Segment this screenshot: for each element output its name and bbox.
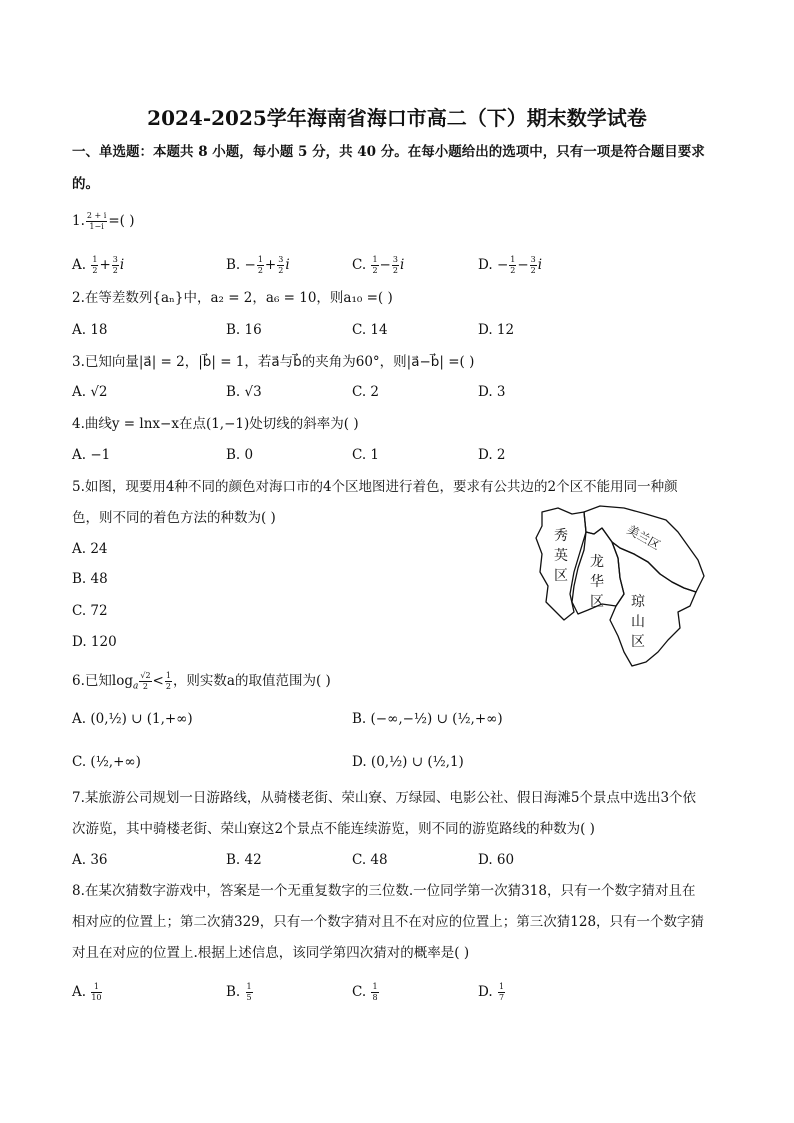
fraction [112, 256, 119, 275]
option-c[interactable]: C. 14 [352, 322, 388, 338]
option-label: C. [352, 257, 367, 273]
option-label: B. [226, 984, 241, 1000]
option-a[interactable]: A. 18 [72, 322, 108, 338]
option-a[interactable]: A. 36 [72, 852, 108, 868]
denominator: 5 [246, 993, 252, 1002]
operator: − [379, 257, 391, 273]
option-c[interactable]: C. 48 [352, 852, 388, 868]
numerator: 3 [112, 255, 118, 264]
question-1 [72, 212, 134, 231]
numerator: 2 + i [86, 211, 107, 220]
option-label: C. [352, 984, 367, 1000]
option-a[interactable]: A. √2 [72, 384, 108, 400]
denominator: 2 [92, 266, 98, 275]
option-label: D. [478, 257, 493, 273]
option-d[interactable] [478, 983, 506, 1002]
fraction [246, 983, 253, 1002]
option-a[interactable]: A. 24 [72, 541, 108, 557]
denominator: 1−i [89, 222, 104, 231]
fraction [86, 212, 107, 231]
question-6 [72, 672, 331, 692]
question-number: 1. [72, 213, 85, 229]
denominator: 2 [165, 682, 171, 691]
denominator: 2 [530, 266, 536, 275]
denominator: 7 [498, 993, 505, 1002]
fraction [91, 256, 98, 275]
less-than: < [152, 673, 164, 689]
imaginary-unit: i [285, 257, 290, 273]
fraction [371, 256, 378, 275]
fraction [509, 256, 516, 275]
map-label-qiongshan-2: 山 [631, 614, 645, 630]
numerator: 1 [498, 982, 505, 991]
imaginary-unit: i [399, 257, 405, 273]
operator: − [517, 257, 529, 273]
numerator: 1 [91, 983, 101, 993]
option-d[interactable]: D. 12 [478, 322, 515, 338]
page-title: 2024-2025学年海南省海口市高二（下）期末数学试卷 [147, 106, 647, 130]
numerator: 1 [372, 982, 378, 991]
map-label-xiuying-2: 英 [554, 548, 568, 564]
question-7-cont: 次游览，其中骑楼老街、荣山寮这2个景点不能连续游览，则不同的游览路线的种数为( ) [72, 821, 595, 837]
option-b[interactable] [226, 983, 254, 1002]
option-label: A. [72, 984, 87, 1000]
numerator: 1 [92, 255, 98, 264]
fraction [139, 672, 151, 691]
option-b[interactable]: B. (−∞,−½) ∪ (½,+∞) [352, 711, 503, 727]
fraction [257, 256, 264, 275]
option-c[interactable]: C. (½,+∞) [72, 754, 141, 770]
sign: − [496, 257, 509, 273]
option-label: D. [478, 984, 493, 1000]
option-d[interactable] [478, 256, 542, 275]
sign: − [244, 257, 256, 273]
section-header: 一、单选题：本题共 8 小题，每小题 5 分，共 40 分。在每小题给出的选项中，只有一项是符合题目要求 [72, 144, 705, 160]
haikou-district-map [528, 502, 712, 670]
option-c[interactable]: C. 72 [72, 603, 108, 619]
question-8-cont-2: 对且在对应的位置上.根据上述信息，该同学第四次猜对的概率是( ) [72, 945, 470, 961]
fraction [91, 983, 101, 1002]
numerator: √2 [140, 671, 151, 680]
map-label-longhua-1: 龙 [590, 554, 604, 570]
operator: + [264, 257, 277, 273]
map-label-meilan: 美兰区 [624, 522, 663, 553]
numerator: 3 [392, 255, 398, 264]
fraction [530, 256, 537, 275]
option-d[interactable]: D. 3 [478, 384, 506, 400]
log-base: a [132, 681, 139, 692]
option-b[interactable]: B. √3 [226, 384, 262, 400]
option-b[interactable]: B. 48 [72, 571, 108, 587]
fraction [277, 256, 284, 275]
numerator: 3 [530, 255, 536, 264]
imaginary-unit: i [537, 257, 543, 273]
numerator: 1 [510, 255, 516, 264]
map-label-qiongshan-3: 区 [631, 634, 645, 650]
denominator: 2 [372, 266, 378, 275]
numerator: 3 [278, 255, 284, 264]
option-a[interactable]: A. −1 [72, 447, 111, 463]
question-2: 2.在等差数列{aₙ}中，a₂ = 2，a₆ = 10，则a₁₀ =( ) [72, 290, 393, 306]
denominator: 2 [392, 266, 398, 275]
option-label: B. [226, 257, 241, 273]
question-3: 3.已知向量|a⃗| = 2，|b⃗| = 1，若a⃗与b⃗的夹角为60°，则|a⃗−b⃗| =( ) [72, 354, 475, 370]
option-d[interactable]: D. 120 [72, 634, 117, 650]
map-label-longhua-3: 区 [590, 594, 604, 610]
fraction [498, 983, 505, 1002]
question-text: 6.已知log [72, 673, 133, 689]
operator: + [99, 257, 111, 273]
fraction [392, 256, 399, 275]
question-5-cont: 色，则不同的着色方法的种数为( ) [72, 510, 276, 526]
question-tail: =( ) [108, 213, 135, 229]
question-7: 7.某旅游公司规划一日游路线，从骑楼老街、荣山寮、万绿园、电影公社、假日海滩5个景点中选出3个依 [72, 790, 697, 806]
qiongshan-region [610, 542, 696, 666]
denominator: 2 [510, 266, 516, 275]
option-b[interactable]: B. 0 [226, 447, 254, 463]
numerator: 1 [165, 671, 171, 680]
fraction [165, 672, 172, 691]
option-c[interactable]: C. 1 [352, 447, 380, 463]
question-5: 5.如图，现要用4种不同的颜色对海口市的4个区地图进行着色，要求有公共边的2个区不能用同一种颜 [72, 479, 678, 495]
map-label-xiuying-3: 区 [554, 568, 568, 584]
denominator: 2 [278, 266, 284, 275]
question-8-cont: 相对应的位置上；第二次猜329，只有一个数字猜对且不在对应的位置上；第三次猜128，只有一个数字猜 [72, 914, 705, 930]
option-b[interactable] [226, 256, 290, 275]
map-label-qiongshan-1: 琼 [631, 594, 645, 610]
option-d[interactable]: D. 2 [478, 447, 506, 463]
map-label-longhua-2: 华 [590, 574, 604, 590]
option-a[interactable] [72, 983, 103, 1002]
option-c[interactable]: C. 2 [352, 384, 380, 400]
denominator: 8 [372, 993, 378, 1002]
option-d[interactable]: D. 60 [478, 852, 515, 868]
map-label-xiuying-1: 秀 [554, 528, 568, 544]
denominator: 2 [257, 266, 263, 275]
option-d[interactable]: D. (0,½) ∪ (½,1) [352, 754, 464, 770]
question-8: 8.在某次猜数字游戏中，答案是一个无重复数字的三位数.一位同学第一次猜318，只有一个数字猜对且在 [72, 883, 696, 899]
option-b[interactable]: B. 16 [226, 322, 262, 338]
section-header-cont: 的。 [72, 176, 99, 192]
option-label: A. [72, 257, 87, 273]
question-4: 4.曲线y = lnx−x在点(1,−1)处切线的斜率为( ) [72, 416, 359, 432]
xiuying-region [536, 508, 586, 620]
denominator: 2 [142, 682, 148, 691]
fraction [371, 983, 378, 1002]
numerator: 1 [372, 255, 378, 264]
denominator: 10 [91, 993, 102, 1002]
option-a[interactable] [72, 256, 124, 275]
option-c[interactable] [352, 983, 380, 1002]
question-text: ，则实数a的取值范围为( ) [172, 673, 331, 689]
option-a[interactable]: A. (0,½) ∪ (1,+∞) [72, 711, 193, 727]
numerator: 1 [257, 255, 263, 264]
option-c[interactable] [352, 256, 404, 275]
option-b[interactable]: B. 42 [226, 852, 262, 868]
imaginary-unit: i [119, 257, 125, 273]
denominator: 2 [112, 266, 118, 275]
numerator: 1 [246, 982, 252, 991]
